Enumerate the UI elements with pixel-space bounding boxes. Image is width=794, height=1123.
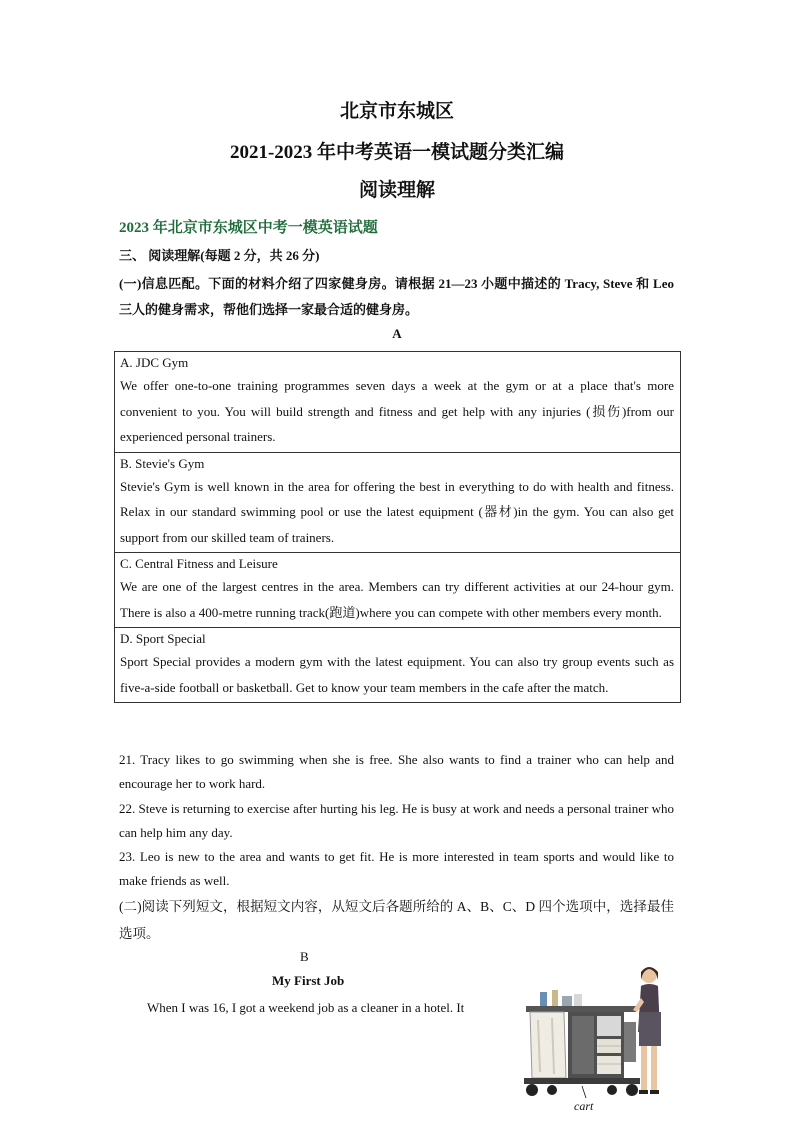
- question-23: 23. Leo is new to the area and wants to get fit. He is more interested in team sports and would like to make friends as well.: [119, 849, 674, 888]
- gym-row: [115, 352, 681, 453]
- gym-name: D. Sport Special: [120, 631, 206, 646]
- passage-text: When I was 16, I got a weekend job as a cleaner in a hotel. It: [147, 1000, 465, 1015]
- passage-label-a: A: [392, 326, 402, 341]
- gym-table: [114, 351, 681, 703]
- caption-pointer-line: [582, 1086, 586, 1098]
- doc-title-topic: 阅读理解: [358, 180, 435, 201]
- cart-caption: cart: [574, 1099, 594, 1113]
- gym-cell: [115, 352, 681, 453]
- gym-description: Stevie's Gym is well known in the area for offering the best in everything to do with health and fitness. Relax in our standard swimming pool or use the latest equipment (器材)in the gym. You can also get support from our skilled team of trainers.: [120, 478, 674, 545]
- gym-name: C. Central Fitness and Leisure: [120, 556, 278, 571]
- gym-name: B. Stevie's Gym: [120, 455, 205, 471]
- doc-title-district: 北京市东城区: [339, 101, 454, 122]
- question-21: 21. Tracy likes to go swimming when she is free. She also wants to find a trainer who can help and encourage her to work hard.: [119, 752, 674, 791]
- cleaner-cart-illustration: [512, 960, 672, 1115]
- gym-name: A. JDC Gym: [120, 355, 189, 370]
- gym-description: We offer one-to-one training programmes seven days a week at the gym or at a place that's more convenient to you. You will build strength and fitness and get help with any injuries (损伤)from our experienced personal trainers.: [120, 378, 674, 444]
- gym-row: [115, 452, 681, 553]
- gym-description: Sport Special provides a modern gym with the latest equipment. You can also try group events such as five-a-side football or basketball. Get to know your team members in the cafe after the match.: [120, 654, 674, 695]
- passage-title: My First Job: [272, 973, 345, 988]
- gym-row: [115, 553, 681, 628]
- exam-subheading: 2023 年北京市东城区中考一模英语试题: [119, 220, 378, 236]
- section-heading: 三、 阅读理解(每题 2 分，共 26 分): [119, 248, 320, 263]
- gym-cell: [115, 553, 681, 628]
- gym-description: We are one of the largest centres in the area. Members can try different activities at our 24-hour gym. There is also a 400-metre running track(跑道)where you can compete with other members every month.: [120, 579, 674, 620]
- gym-cell: [115, 452, 681, 553]
- gym-cell: [115, 628, 681, 703]
- gym-row: [115, 628, 681, 703]
- part2-instruction: (二)阅读下列短文，根据短文内容，从短文后各题所给的 A、B、C、D 四个选项中，选择最佳选项。: [119, 899, 674, 941]
- part1-instruction: (一)信息匹配。下面的材料介绍了四家健身房。请根据 21—23 小题中描述的 Tracy, Steve 和 Leo 三人的健身需求，帮他们选择一家最合适的健身房。: [119, 276, 674, 317]
- question-22: 22. Steve is returning to exercise after hurting his leg. He is busy at work and needs a personal trainer who can help him any day.: [119, 801, 674, 840]
- doc-title-series: 2021-2023 年中考英语一模试题分类汇编: [229, 142, 565, 163]
- passage-label-b: B: [300, 949, 309, 964]
